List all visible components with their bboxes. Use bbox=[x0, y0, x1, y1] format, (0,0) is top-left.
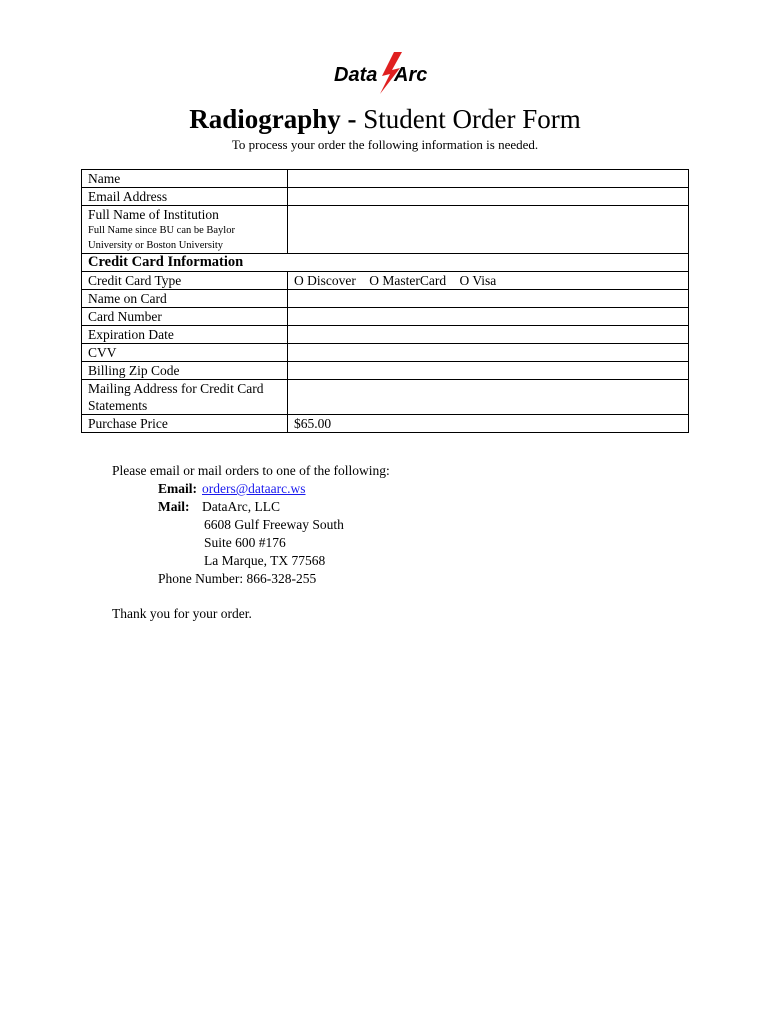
expiration-field[interactable] bbox=[288, 326, 689, 344]
table-row bbox=[82, 206, 689, 254]
table-row bbox=[82, 272, 689, 290]
logo-text-left: Data bbox=[334, 64, 378, 86]
email-label: Email: bbox=[158, 481, 197, 496]
billing-zip-field[interactable] bbox=[288, 362, 689, 380]
label-name-on-card: Name on Card bbox=[82, 290, 288, 308]
institution-field[interactable] bbox=[288, 206, 689, 254]
table-row bbox=[82, 344, 689, 362]
mail-line bbox=[112, 498, 390, 516]
table-row bbox=[82, 380, 689, 415]
table-row bbox=[82, 254, 689, 272]
mailing-address-field[interactable] bbox=[288, 380, 689, 415]
name-field[interactable] bbox=[288, 170, 689, 188]
thank-you-text: Thank you for your order. bbox=[112, 606, 252, 621]
label-expiration: Expiration Date bbox=[82, 326, 288, 344]
table-row bbox=[82, 326, 689, 344]
title-regular: Student Order Form bbox=[363, 104, 581, 134]
institution-label: Full Name of Institution bbox=[88, 207, 219, 222]
email-field[interactable] bbox=[288, 188, 689, 206]
contact-info bbox=[112, 462, 390, 623]
option-visa[interactable]: O Visa bbox=[459, 273, 497, 288]
option-discover[interactable]: O Discover bbox=[294, 273, 356, 288]
institution-note: Full Name since BU can be Baylor University or Boston University bbox=[88, 225, 235, 251]
label-name: Name bbox=[82, 170, 288, 188]
label-billing-zip: Billing Zip Code bbox=[82, 362, 288, 380]
section-credit-card: Credit Card Information bbox=[82, 254, 689, 272]
label-card-number: Card Number bbox=[82, 308, 288, 326]
label-institution bbox=[82, 206, 288, 254]
email-line bbox=[112, 480, 390, 498]
table-row bbox=[82, 362, 689, 380]
address-line-3: Suite 600 #176 bbox=[204, 535, 286, 550]
page-subtitle: To process your order the following information is needed. bbox=[231, 137, 539, 152]
card-number-field[interactable] bbox=[288, 308, 689, 326]
option-mastercard[interactable]: O MasterCard bbox=[369, 273, 447, 288]
table-row bbox=[82, 415, 689, 433]
label-mailing-address: Mailing Address for Credit Card Statements bbox=[82, 380, 288, 415]
table-row bbox=[82, 290, 689, 308]
label-cvv: CVV bbox=[82, 344, 288, 362]
table-row bbox=[82, 308, 689, 326]
label-card-type: Credit Card Type bbox=[82, 272, 288, 290]
address-line-2: 6608 Gulf Freeway South bbox=[204, 517, 344, 532]
phone-number: Phone Number: 866-328-255 bbox=[158, 571, 317, 586]
mail-label: Mail: bbox=[158, 499, 190, 514]
label-email: Email Address bbox=[82, 188, 288, 206]
table-row bbox=[82, 188, 689, 206]
page-title bbox=[0, 102, 770, 136]
email-link[interactable]: orders@dataarc.ws bbox=[202, 481, 306, 496]
name-on-card-field[interactable] bbox=[288, 290, 689, 308]
address-line-1: DataArc, LLC bbox=[202, 499, 280, 514]
card-type-options bbox=[288, 272, 689, 290]
purchase-price-value: $65.00 bbox=[288, 415, 689, 433]
title-bold: Radiography - bbox=[189, 104, 364, 134]
cvv-field[interactable] bbox=[288, 344, 689, 362]
address-line-4: La Marque, TX 77568 bbox=[204, 553, 326, 568]
dataarc-logo bbox=[330, 50, 442, 96]
logo-text-right: Arc bbox=[394, 64, 428, 86]
label-purchase-price: Purchase Price bbox=[82, 415, 288, 433]
contact-intro: Please email or mail orders to one of the following: bbox=[112, 463, 390, 478]
table-row bbox=[82, 170, 689, 188]
order-form-table bbox=[81, 169, 689, 433]
